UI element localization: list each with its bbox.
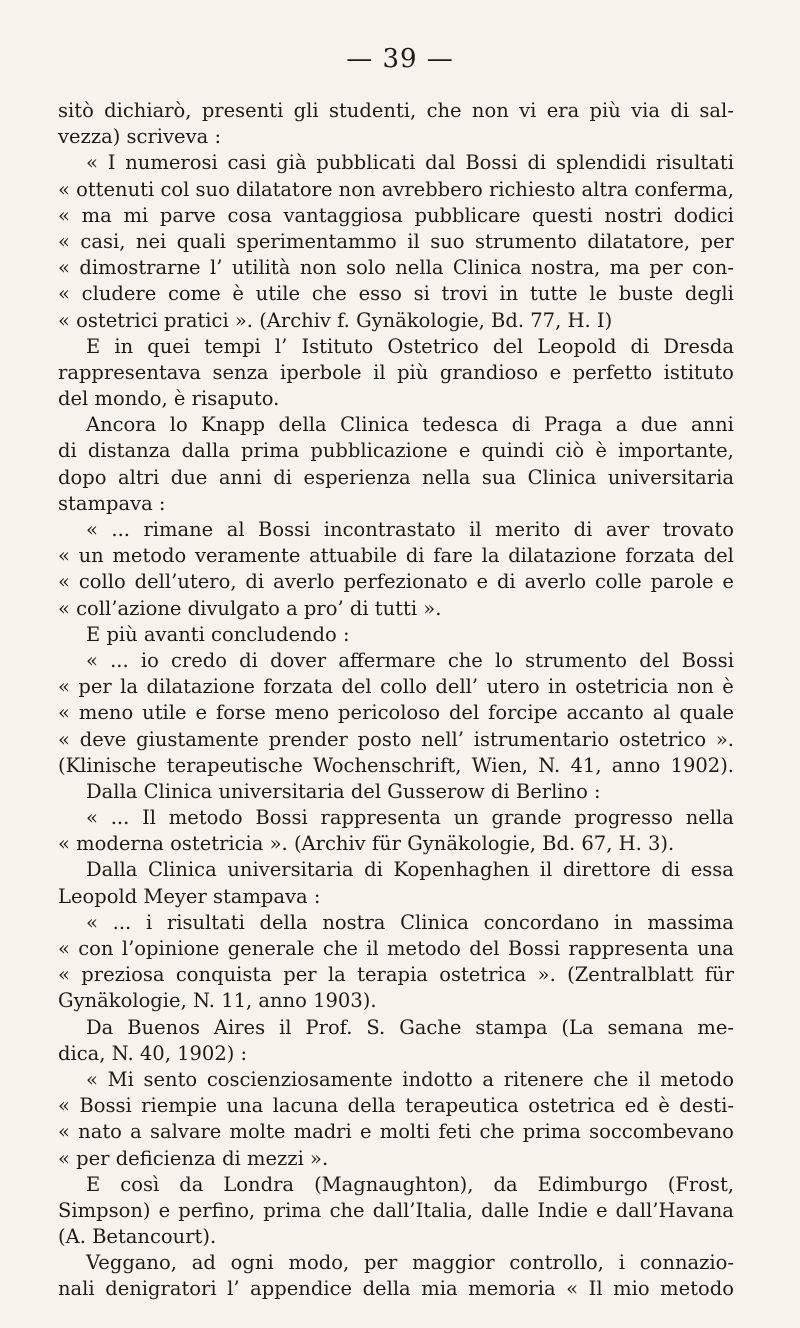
- text-line: « deve giustamente prender posto nell’ istrumentario ostetrico ».: [58, 727, 734, 751]
- text-line: dica, N. 40, 1902) :: [58, 1041, 248, 1065]
- text-line: Simpson) e perfino, prima che dall’Italia, dalle Indie e dall’Havana: [58, 1198, 734, 1222]
- text-line: del mondo, è risaputo.: [58, 387, 280, 411]
- text-line: « dimostrarne l’ utilità non solo nella Clinica nostra, ma per con-: [58, 256, 734, 280]
- text-line: « un metodo veramente attuabile di fare la dilatazione forzata del: [58, 544, 734, 568]
- text-line: « Bossi riempie una lacuna della terapeutica ostetrica ed è desti-: [58, 1094, 734, 1118]
- text-line: (A. Betancourt).: [58, 1225, 217, 1249]
- text-line: Gynäkologie, N. 11, anno 1903).: [58, 989, 377, 1013]
- text-line: « I numerosi casi già pubblicati dal Bossi di splendidi risultati: [86, 151, 734, 175]
- text-line: vezza) scriveva :: [58, 125, 222, 149]
- text-line: « con l’opinione generale che il metodo del Bossi rappresenta una: [58, 937, 734, 960]
- text-line: E in quei tempi l’ Istituto Ostetrico del Leopold di Dresda: [86, 334, 734, 358]
- text-line: « casi, nei quali sperimentammo il suo strumento dilatatore, per: [58, 229, 734, 253]
- text-line: E così da Londra (Magnaughton), da Edimburgo (Frost,: [86, 1172, 734, 1196]
- text-line: rappresentava senza iperbole il più grandioso e perfetto istituto: [58, 360, 734, 384]
- text-line: Leopold Meyer stampava :: [58, 884, 321, 908]
- page-number: — 39 —: [346, 44, 454, 74]
- text-line: sitò dichiarò, presenti gli studenti, che non vi era più via di sal-: [58, 99, 734, 122]
- text-line: « collo dell’utero, di averlo perfezionato e di averlo colle parole e: [58, 570, 734, 594]
- text-line: « ... Il metodo Bossi rappresenta un grande progresso nella: [86, 806, 734, 830]
- text-line: Ancora lo Knapp della Clinica tedesca di Praga a due anni: [86, 413, 734, 437]
- text-line: « nato a salvare molte madri e molti feti che prima soccombevano: [58, 1120, 734, 1144]
- text-line: « moderna ostetricia ». (Archiv für Gynäkologie, Bd. 67, H. 3).: [58, 832, 675, 856]
- text-line: dopo altri due anni di esperienza nella sua Clinica universitaria: [58, 465, 734, 489]
- text-line: « cludere come è utile che esso si trovi in tutte le buste degli: [58, 282, 734, 306]
- text-line: stampava :: [58, 491, 166, 515]
- text-line: « ... rimane al Bossi incontrastato il merito di aver trovato: [86, 518, 734, 541]
- text-line: « ostetrici pratici ». (Archiv f. Gynäkologie, Bd. 77, H. I): [58, 308, 613, 332]
- body-text: [58, 98, 734, 1303]
- text-line: « ... io credo di dover affermare che lo strumento del Bossi: [86, 648, 734, 672]
- text-line: Veggano, ad ogni modo, per maggior controllo, i connazio-: [86, 1251, 734, 1275]
- text-line: « meno utile e forse meno pericoloso del forcipe accanto al quale: [58, 701, 734, 725]
- text-line: E più avanti concludendo :: [86, 622, 350, 646]
- text-line: Dalla Clinica universitaria del Gusserow di Berlino :: [86, 779, 601, 803]
- text-line: « coll’azione divulgato a pro’ di tutti ».: [58, 596, 442, 620]
- text-line: « per deficienza di mezzi ».: [58, 1146, 329, 1170]
- text-line: nali denigratori l’ appendice della mia memoria « Il mio metodo: [58, 1277, 734, 1301]
- text-line: « ... i risultati della nostra Clinica concordano in massima: [86, 910, 734, 934]
- text-line: Dalla Clinica universitaria di Kopenhaghen il direttore di essa: [86, 858, 734, 882]
- text-line: Da Buenos Aires il Prof. S. Gache stampa (La semana me-: [86, 1015, 734, 1039]
- text-line: di distanza dalla prima pubblicazione e quindi ciò è importante,: [58, 439, 734, 463]
- text-line: (Klinische terapeutische Wochenschrift, Wien, N. 41, anno 1902).: [58, 753, 734, 777]
- text-line: « Mi sento coscienziosamente indotto a ritenere che il metodo: [86, 1067, 734, 1091]
- text-line: « per la dilatazione forzata del collo dell’ utero in ostetricia non è: [58, 675, 734, 699]
- text-line: « ottenuti col suo dilatatore non avrebbero richiesto altra conferma,: [58, 177, 734, 201]
- text-line: « preziosa conquista per la terapia ostetrica ». (Zentralblatt für: [58, 963, 734, 987]
- text-line: « ma mi parve cosa vantaggiosa pubblicare questi nostri dodici: [58, 203, 734, 227]
